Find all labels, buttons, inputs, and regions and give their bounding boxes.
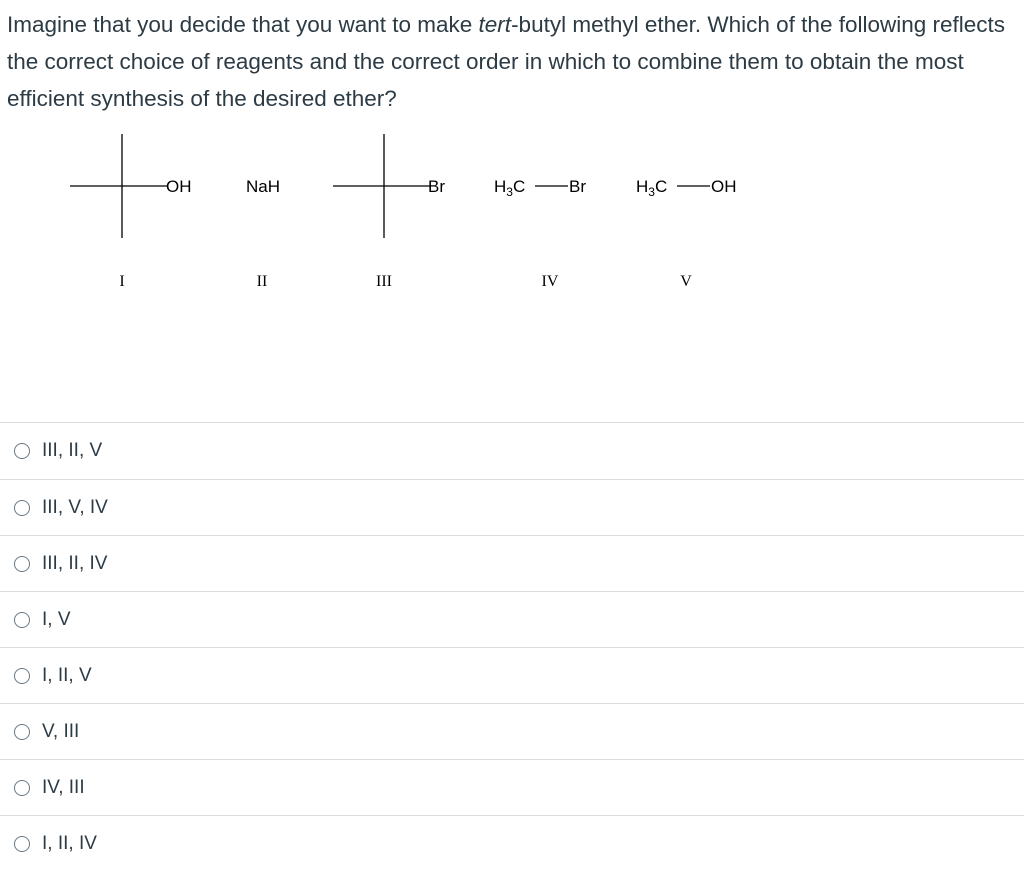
- compound-I-numeral: I: [119, 273, 125, 290]
- radio-button-icon[interactable]: [14, 724, 30, 740]
- compound-I-group: OH: [166, 177, 192, 196]
- reagents-figure: [0, 120, 1024, 310]
- answer-option[interactable]: [0, 703, 1024, 759]
- compound-IV-structure: [494, 177, 586, 290]
- compound-II-formula: NaH: [245, 177, 281, 196]
- answer-label: I, V: [42, 608, 71, 630]
- answer-option[interactable]: [0, 759, 1024, 815]
- compound-IV-right: Br: [569, 177, 586, 196]
- compound-III-numeral: III: [376, 273, 392, 290]
- compound-II-structure: [246, 177, 280, 290]
- question-part1: Imagine that you decide that you want to make: [7, 12, 479, 37]
- answer-label: III, V, IV: [42, 496, 108, 518]
- answer-options: [0, 422, 1024, 871]
- answer-label: III, II, IV: [42, 552, 108, 574]
- compound-V-structure: [636, 177, 737, 290]
- answer-label: V, III: [42, 720, 80, 742]
- answer-option[interactable]: [0, 647, 1024, 703]
- compound-V-left: $H_3C$: [636, 177, 668, 199]
- radio-button-icon[interactable]: [14, 556, 30, 572]
- question-text: [7, 6, 1019, 117]
- compound-II-numeral: II: [256, 273, 268, 290]
- compound-IV-left: $H_3C$: [494, 177, 526, 199]
- radio-button-icon[interactable]: [14, 780, 30, 796]
- question-part2: -butyl methyl ether. Which of the following reflects the correct choice of reagents and the correct order in which to combine them to obtain the most efficient synthesis of the desired ether?: [7, 12, 1006, 111]
- compound-IV-numeral: IV: [541, 273, 559, 290]
- compound-I-structure: [70, 134, 192, 290]
- answer-label: I, II, V: [42, 664, 92, 686]
- compound-III-group: Br: [428, 177, 445, 196]
- answer-label: I, II, IV: [42, 832, 97, 854]
- answer-option[interactable]: [0, 479, 1024, 535]
- answer-label: III, II, V: [42, 440, 103, 461]
- radio-button-icon[interactable]: [14, 443, 30, 459]
- answer-option[interactable]: [0, 422, 1024, 479]
- reagents-structures: [0, 120, 1024, 310]
- radio-button-icon[interactable]: [14, 612, 30, 628]
- radio-button-icon[interactable]: [14, 836, 30, 852]
- radio-button-icon[interactable]: [14, 668, 30, 684]
- radio-button-icon[interactable]: [14, 500, 30, 516]
- answer-option[interactable]: [0, 535, 1024, 591]
- question-italic-term: tert: [478, 12, 512, 37]
- compound-V-right: OH: [711, 177, 737, 196]
- answer-option[interactable]: [0, 591, 1024, 647]
- answer-label: IV, III: [42, 776, 85, 798]
- compound-III-structure: [333, 134, 445, 290]
- answer-option[interactable]: [0, 815, 1024, 871]
- compound-V-numeral: V: [680, 273, 692, 290]
